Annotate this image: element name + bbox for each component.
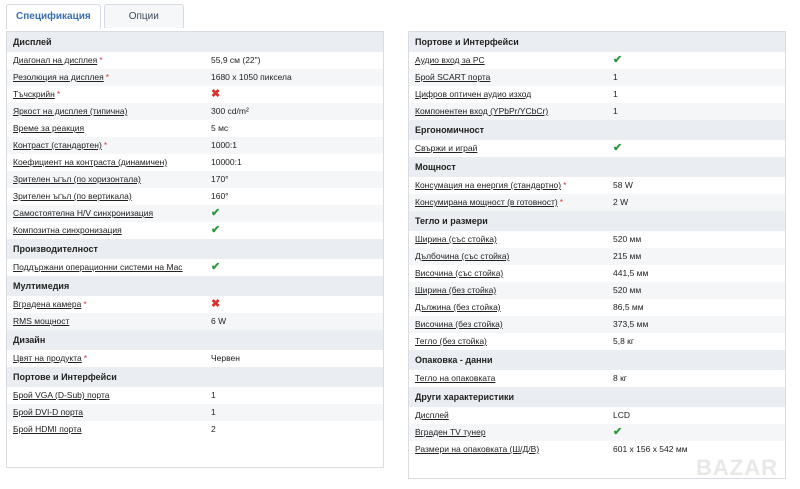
required-asterisk: * bbox=[56, 89, 61, 99]
required-asterisk: * bbox=[83, 299, 87, 309]
spec-row bbox=[409, 52, 785, 69]
spec-label[interactable] bbox=[415, 407, 613, 424]
check-icon: ✔ bbox=[613, 54, 623, 66]
spec-value: 520 мм bbox=[613, 234, 642, 244]
spec-label[interactable] bbox=[415, 441, 613, 458]
required-asterisk: * bbox=[105, 72, 110, 82]
spec-value: 55,9 см (22") bbox=[211, 55, 261, 65]
spec-value: 1 bbox=[211, 407, 216, 417]
spec-label-text[interactable]: Зрителен ъгъл (по вертикала) bbox=[13, 191, 132, 201]
spec-value: 5 мс bbox=[211, 123, 229, 133]
spec-label-text[interactable]: Брой VGA (D-Sub) порта bbox=[13, 390, 110, 400]
spec-row bbox=[7, 86, 383, 103]
spec-value: Червен bbox=[211, 353, 240, 363]
tab-options[interactable]: Опции bbox=[104, 4, 184, 28]
spec-value: 300 cd/m² bbox=[211, 106, 249, 116]
required-asterisk: * bbox=[563, 180, 567, 190]
spec-label-text[interactable]: Дълбочина (със стойка) bbox=[415, 251, 510, 261]
spec-row bbox=[7, 137, 383, 154]
spec-label[interactable] bbox=[415, 248, 613, 265]
spec-row bbox=[7, 171, 383, 188]
spec-row bbox=[409, 69, 785, 86]
check-icon: ✔ bbox=[613, 142, 623, 154]
spec-row bbox=[409, 248, 785, 265]
spec-value: 2 bbox=[211, 424, 216, 434]
spec-row bbox=[409, 103, 785, 120]
spec-label[interactable] bbox=[13, 52, 211, 69]
spec-value: 1 bbox=[613, 89, 618, 99]
spec-label-text[interactable]: Брой SCART порта bbox=[415, 72, 491, 82]
spec-label[interactable] bbox=[415, 370, 613, 387]
spec-label[interactable] bbox=[13, 171, 211, 188]
spec-row bbox=[409, 282, 785, 299]
spec-row bbox=[7, 313, 383, 330]
spec-label[interactable] bbox=[13, 404, 211, 421]
section-header: Тегло и размери bbox=[409, 211, 785, 231]
spec-value: 170° bbox=[211, 174, 229, 184]
spec-label-text[interactable]: Ширина (със стойка) bbox=[415, 234, 497, 244]
spec-label-text[interactable]: Време за реакция bbox=[13, 123, 85, 133]
spec-label[interactable] bbox=[415, 69, 613, 86]
cross-icon: ✖ bbox=[211, 88, 221, 100]
spec-row bbox=[7, 421, 383, 438]
spec-value: 601 x 156 x 542 мм bbox=[613, 444, 688, 454]
spec-label[interactable] bbox=[415, 282, 613, 299]
spec-label-text[interactable]: Компонентен вход (YPbPr/YCbCr) bbox=[415, 106, 549, 116]
spec-label-text[interactable]: Резолюция на дисплея bbox=[13, 72, 104, 82]
spec-value: 1000:1 bbox=[211, 140, 237, 150]
spec-value bbox=[211, 205, 383, 222]
spec-row bbox=[7, 404, 383, 421]
spec-label-text[interactable]: Аудио вход за PC bbox=[415, 55, 485, 65]
spec-value: 1 bbox=[613, 106, 618, 116]
spec-value: 5,8 кг bbox=[613, 336, 634, 346]
spec-label-text[interactable]: Тегло на опаковката bbox=[415, 373, 496, 383]
spec-label[interactable] bbox=[13, 296, 211, 313]
spec-value bbox=[211, 86, 383, 103]
spec-row bbox=[7, 188, 383, 205]
spec-panel-left bbox=[6, 31, 384, 468]
spec-value: 441,5 мм bbox=[613, 268, 649, 278]
spec-value bbox=[613, 424, 785, 441]
spec-row bbox=[7, 387, 383, 404]
spec-row bbox=[409, 407, 785, 424]
spec-value bbox=[211, 222, 383, 239]
spec-label-text[interactable]: Височина (без стойка) bbox=[415, 319, 503, 329]
spec-label-text[interactable]: Тегло (без стойка) bbox=[415, 336, 487, 346]
cross-icon: ✖ bbox=[211, 298, 221, 310]
spec-label[interactable] bbox=[415, 316, 613, 333]
spec-row bbox=[7, 52, 383, 69]
spec-row bbox=[409, 333, 785, 350]
spec-label-text[interactable]: Консумирана мощност (в готовност) bbox=[415, 197, 558, 207]
spec-label[interactable] bbox=[415, 52, 613, 69]
spec-label-text[interactable]: Поддържани операционни системи на Mac bbox=[13, 262, 183, 272]
spec-row bbox=[7, 120, 383, 137]
section-header: Ергономичност bbox=[409, 120, 785, 140]
section-header: Дисплей bbox=[7, 32, 383, 52]
spec-row bbox=[409, 299, 785, 316]
spec-label[interactable] bbox=[13, 387, 211, 404]
spec-label-text[interactable]: RMS мощност bbox=[13, 316, 70, 326]
spec-value: 1680 x 1050 пиксела bbox=[211, 72, 292, 82]
section-header: Дизайн bbox=[7, 330, 383, 350]
spec-label-text[interactable]: Яркост на дисплея (типична) bbox=[13, 106, 128, 116]
spec-value: 373,5 мм bbox=[613, 319, 649, 329]
spec-row bbox=[7, 296, 383, 313]
spec-value: 520 мм bbox=[613, 285, 642, 295]
spec-label[interactable] bbox=[415, 299, 613, 316]
spec-label-text[interactable]: Брой HDMI порта bbox=[13, 424, 82, 434]
spec-row bbox=[409, 316, 785, 333]
spec-label[interactable] bbox=[415, 86, 613, 103]
spec-label-text[interactable]: Брой DVI-D порта bbox=[13, 407, 84, 417]
spec-value: 58 W bbox=[613, 180, 633, 190]
spec-label[interactable] bbox=[415, 103, 613, 120]
section-header: Мощност bbox=[409, 157, 785, 177]
spec-row bbox=[409, 86, 785, 103]
spec-label-text[interactable]: Вграден TV тунер bbox=[415, 427, 486, 437]
spec-label[interactable] bbox=[415, 333, 613, 350]
check-icon: ✔ bbox=[211, 224, 221, 236]
spec-label[interactable] bbox=[415, 424, 613, 441]
section-header: Други характеристики bbox=[409, 387, 785, 407]
required-asterisk: * bbox=[559, 197, 564, 207]
required-asterisk: * bbox=[103, 140, 108, 150]
spec-label[interactable] bbox=[13, 222, 211, 239]
required-asterisk: * bbox=[99, 55, 103, 65]
spec-label[interactable] bbox=[13, 69, 211, 86]
required-asterisk: * bbox=[83, 353, 88, 363]
spec-value: LCD bbox=[613, 410, 631, 420]
spec-row bbox=[409, 194, 785, 211]
spec-row bbox=[409, 140, 785, 157]
watermark: BAZAR bbox=[696, 455, 778, 480]
spec-label-text[interactable]: Коефициент на контраста (динамичен) bbox=[13, 157, 168, 167]
spec-row bbox=[409, 370, 785, 387]
spec-label[interactable] bbox=[13, 154, 211, 171]
tab-specification[interactable]: Спецификация bbox=[6, 4, 101, 29]
spec-value: 1 bbox=[613, 72, 618, 82]
spec-label-text[interactable]: Дължина (без стойка) bbox=[415, 302, 501, 312]
spec-label-text[interactable]: Цвят на продукта bbox=[13, 353, 82, 363]
spec-value bbox=[211, 296, 383, 313]
spec-label-text[interactable]: Консумация на енергия (стандартно) bbox=[415, 180, 562, 190]
spec-label-text[interactable]: Дисплей bbox=[415, 410, 449, 420]
spec-label[interactable] bbox=[13, 313, 211, 330]
spec-value: 2 W bbox=[613, 197, 629, 207]
spec-label[interactable] bbox=[13, 261, 211, 274]
spec-label[interactable] bbox=[13, 137, 211, 154]
spec-label-text[interactable]: Диагонал на дисплея bbox=[13, 55, 98, 65]
spec-label-text[interactable]: Самостоятелна H/V синхронизация bbox=[13, 208, 154, 218]
spec-value: 160° bbox=[211, 191, 229, 201]
spec-label[interactable] bbox=[13, 205, 211, 222]
section-header: Мултимедия bbox=[7, 276, 383, 296]
spec-value bbox=[613, 52, 785, 69]
spec-label[interactable] bbox=[13, 188, 211, 205]
spec-row bbox=[7, 350, 383, 367]
spec-row bbox=[409, 424, 785, 441]
spec-label-text[interactable]: Ширина (без стойка) bbox=[415, 285, 497, 295]
spec-value: 8 кг bbox=[613, 373, 627, 383]
section-header: Портове и Интерфейси bbox=[7, 367, 383, 387]
spec-label-text[interactable]: Тъчскрийн bbox=[13, 89, 55, 99]
spec-row bbox=[409, 177, 785, 194]
spec-label[interactable] bbox=[13, 86, 211, 103]
spec-value: 10000:1 bbox=[211, 157, 242, 167]
spec-row bbox=[7, 103, 383, 120]
spec-label[interactable] bbox=[13, 350, 211, 367]
spec-row bbox=[7, 222, 383, 239]
spec-label[interactable] bbox=[13, 120, 211, 137]
spec-label-text[interactable]: Вградена камера bbox=[13, 299, 82, 309]
spec-row bbox=[7, 69, 383, 86]
section-header: Портове и Интерфейси bbox=[409, 32, 785, 52]
spec-row bbox=[7, 205, 383, 222]
spec-label-text[interactable]: Свържи и играй bbox=[415, 143, 478, 153]
tab-bar bbox=[6, 4, 187, 28]
spec-value: 6 W bbox=[211, 316, 227, 326]
spec-row bbox=[7, 259, 383, 276]
spec-label[interactable] bbox=[13, 421, 211, 438]
check-icon: ✔ bbox=[613, 426, 623, 438]
spec-label-text[interactable]: Височина (със стойка) bbox=[415, 268, 504, 278]
section-header: Опаковка - данни bbox=[409, 350, 785, 370]
spec-value: 1 bbox=[211, 390, 216, 400]
spec-label-text[interactable]: Композитна синхронизация bbox=[13, 225, 122, 235]
section-header: Производителност bbox=[7, 239, 383, 259]
check-icon: ✔ bbox=[211, 261, 221, 273]
spec-label[interactable] bbox=[13, 103, 211, 120]
spec-value bbox=[211, 261, 383, 274]
spec-value: 86,5 мм bbox=[613, 302, 644, 312]
spec-value bbox=[613, 140, 785, 157]
spec-panel-right bbox=[408, 31, 786, 479]
spec-label[interactable] bbox=[415, 231, 613, 248]
spec-label[interactable] bbox=[415, 265, 613, 282]
spec-row bbox=[7, 154, 383, 171]
spec-row bbox=[409, 231, 785, 248]
spec-label-text[interactable]: Размери на опаковката (Ш/Д/В) bbox=[415, 444, 540, 454]
spec-label-text[interactable]: Цифров оптичен аудио изход bbox=[415, 89, 532, 99]
spec-value: 215 мм bbox=[613, 251, 642, 261]
spec-label[interactable] bbox=[415, 177, 613, 194]
check-icon: ✔ bbox=[211, 207, 221, 219]
spec-label-text[interactable]: Зрителен ъгъл (по хоризонтала) bbox=[13, 174, 141, 184]
spec-label[interactable] bbox=[415, 140, 613, 157]
spec-row bbox=[409, 265, 785, 282]
spec-label-text[interactable]: Контраст (стандартен) bbox=[13, 140, 102, 150]
spec-label[interactable] bbox=[415, 194, 613, 211]
